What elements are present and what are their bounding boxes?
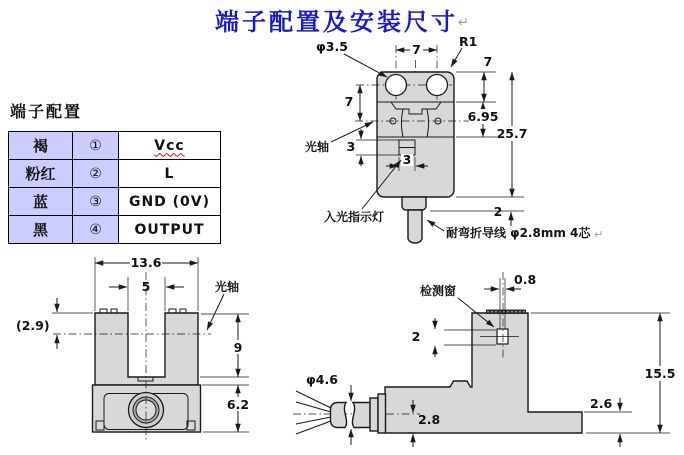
cable-boss [402, 197, 426, 210]
front-view-drawing [305, 34, 603, 246]
dim-arm-thickness: 2.6 [590, 396, 613, 411]
dim-corner-radius: R1 [459, 34, 478, 49]
fork-view-drawing [16, 255, 252, 440]
light-indicator-label: 入光指示灯 [324, 210, 385, 224]
dim-hole-dia: φ3.5 [316, 39, 348, 54]
cable-note-label: 耐弯折导线 φ2.8mm 4芯 [446, 226, 591, 240]
pin-number-cell: ③ [73, 188, 119, 216]
wire-color-cell: 蓝 [9, 188, 73, 216]
wire-color-cell: 黑 [9, 216, 73, 244]
dim-overall-width: 13.6 [130, 255, 162, 270]
pin-number-cell: ④ [73, 216, 119, 244]
cable-boot [370, 398, 378, 431]
dim-window-height: 2 [411, 329, 421, 344]
optical-axis-label: 光轴 [305, 140, 330, 154]
terminal-config-heading: 端子配置 [10, 102, 83, 121]
dim-boss-height: 2 [493, 204, 503, 219]
side-view-drawing [293, 272, 680, 447]
dim-hole-pitch: 7 [412, 42, 421, 57]
wire-color-cell: 粉红 [9, 160, 73, 188]
dim-right-mid: 6.95 [467, 109, 499, 124]
signal-cell: GND (0V) [119, 188, 221, 216]
optical-axis-label: 光轴 [215, 280, 240, 294]
cable-segment [352, 403, 370, 428]
dim-left-depth: 7 [344, 94, 354, 109]
cable-front [408, 210, 422, 243]
dim-cable-offset: 2.8 [418, 412, 441, 427]
dim-window-width: 0.8 [514, 272, 537, 287]
cable-segment [331, 403, 347, 428]
wire-color-cell: 褐 [9, 132, 73, 160]
page-title-text: 端子配置及安装尺寸 [215, 8, 459, 36]
return-mark: ↵ [594, 228, 604, 241]
dim-overall-height: 15.5 [644, 366, 676, 381]
mounting-hole [427, 75, 448, 96]
dim-axis-depth: (2.9) [16, 318, 50, 333]
dim-slot-width: 5 [141, 279, 151, 294]
pin-number-cell: ① [73, 132, 119, 160]
dim-overall-height: 25.7 [496, 126, 528, 141]
dim-cable-dia: φ4.6 [306, 372, 338, 387]
dim-right-top: 7 [483, 54, 493, 69]
mounting-hole [386, 75, 407, 96]
return-mark: ↵ [458, 15, 469, 31]
signal-cell: L [119, 160, 221, 188]
sensor-fork-upper [95, 313, 198, 385]
signal-cell: OUTPUT [119, 216, 221, 244]
dim-indicator-height: 3 [346, 139, 356, 154]
dim-slot-depth: 9 [233, 340, 243, 355]
signal-text: Vcc [154, 137, 185, 154]
dim-indicator-width: 3 [402, 152, 412, 167]
cable-boot [378, 394, 386, 433]
pin-number-cell: ② [73, 160, 119, 188]
dim-base-height: 6.2 [226, 397, 250, 412]
lead-wires [296, 391, 331, 434]
detection-window-label: 检测窗 [420, 284, 457, 298]
